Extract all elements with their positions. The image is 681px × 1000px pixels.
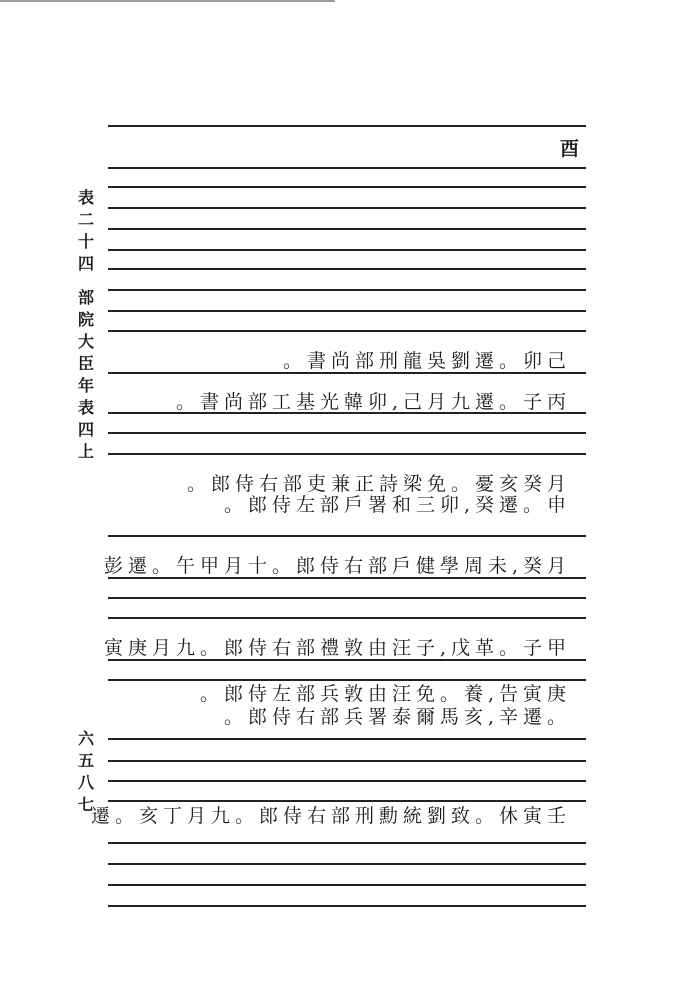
entry-line: 丙子。遷九月己,卯韓光基工部尚書。 bbox=[175, 391, 571, 413]
row-rule bbox=[108, 289, 586, 291]
page-number-char: 六 bbox=[77, 729, 94, 748]
row-rule bbox=[108, 863, 586, 865]
entry-line: 申。遷癸,卯三和署戶部左侍郎。 bbox=[223, 494, 571, 516]
year-label: 酉 bbox=[560, 138, 580, 160]
top-edge-line bbox=[0, 0, 335, 2]
table-title-char: 部 bbox=[77, 288, 94, 307]
row-rule bbox=[108, 167, 586, 169]
row-rule bbox=[108, 597, 586, 599]
row-rule bbox=[108, 577, 586, 579]
table-title-char: 上 bbox=[77, 442, 94, 461]
table-title-char: 院 bbox=[77, 310, 94, 329]
row-rule bbox=[108, 884, 586, 886]
section-label-char: 十 bbox=[77, 232, 94, 251]
page-number-char: 八 bbox=[77, 773, 94, 792]
table-title-char: 年 bbox=[77, 376, 94, 395]
page-number bbox=[74, 728, 98, 816]
row-rule bbox=[108, 186, 586, 188]
page-number-char: 五 bbox=[77, 751, 94, 770]
table-title-char: 表 bbox=[77, 398, 94, 417]
row-rule bbox=[108, 330, 586, 332]
section-label bbox=[74, 187, 98, 275]
row-rule bbox=[108, 207, 586, 209]
section-label-char: 表 bbox=[77, 188, 94, 207]
row-rule bbox=[108, 432, 586, 434]
row-rule bbox=[108, 842, 586, 844]
row-rule bbox=[108, 535, 586, 537]
row-rule bbox=[108, 125, 586, 127]
row-rule bbox=[108, 800, 586, 802]
entry-line: 月癸亥憂。免梁詩正兼吏部右侍郎。 bbox=[186, 473, 571, 495]
row-rule bbox=[108, 372, 586, 374]
row-rule bbox=[108, 617, 586, 619]
table-title bbox=[74, 287, 98, 463]
row-rule bbox=[108, 228, 586, 230]
row-rule bbox=[108, 679, 586, 681]
row-rule bbox=[108, 268, 586, 270]
entry-line: 己卯。遷劉吳龍刑部尚書。 bbox=[282, 350, 571, 372]
row-rule bbox=[108, 659, 586, 661]
row-rule bbox=[108, 453, 586, 455]
entry-line: 庚寅告,養。免汪由敦兵部左侍郎。 bbox=[199, 683, 571, 705]
row-rule bbox=[108, 738, 586, 740]
row-rule bbox=[108, 249, 586, 251]
section-label-char: 四 bbox=[77, 254, 94, 273]
entry-line: 甲子。革戊,子汪由敦禮部右侍郎。九月庚寅 bbox=[103, 637, 571, 659]
page-number-char: 七 bbox=[77, 795, 94, 814]
table-title-char: 大 bbox=[77, 332, 94, 351]
row-rule bbox=[108, 780, 586, 782]
table-title-char: 臣 bbox=[77, 354, 94, 373]
entry-line: 。遷辛,亥馬爾泰署兵部右侍郎。 bbox=[223, 706, 571, 728]
table-title-char: 四 bbox=[77, 420, 94, 439]
row-rule bbox=[108, 905, 586, 907]
section-label-char: 二 bbox=[77, 210, 94, 229]
entry-line: 月癸,未周學健戶部右侍郎。十月甲午。遷彭 bbox=[103, 555, 571, 577]
row-rule bbox=[108, 760, 586, 762]
entry-line: 壬寅休。致劉統勳刑部右侍郎。九月丁亥。遷 bbox=[90, 805, 571, 827]
row-rule bbox=[108, 310, 586, 312]
